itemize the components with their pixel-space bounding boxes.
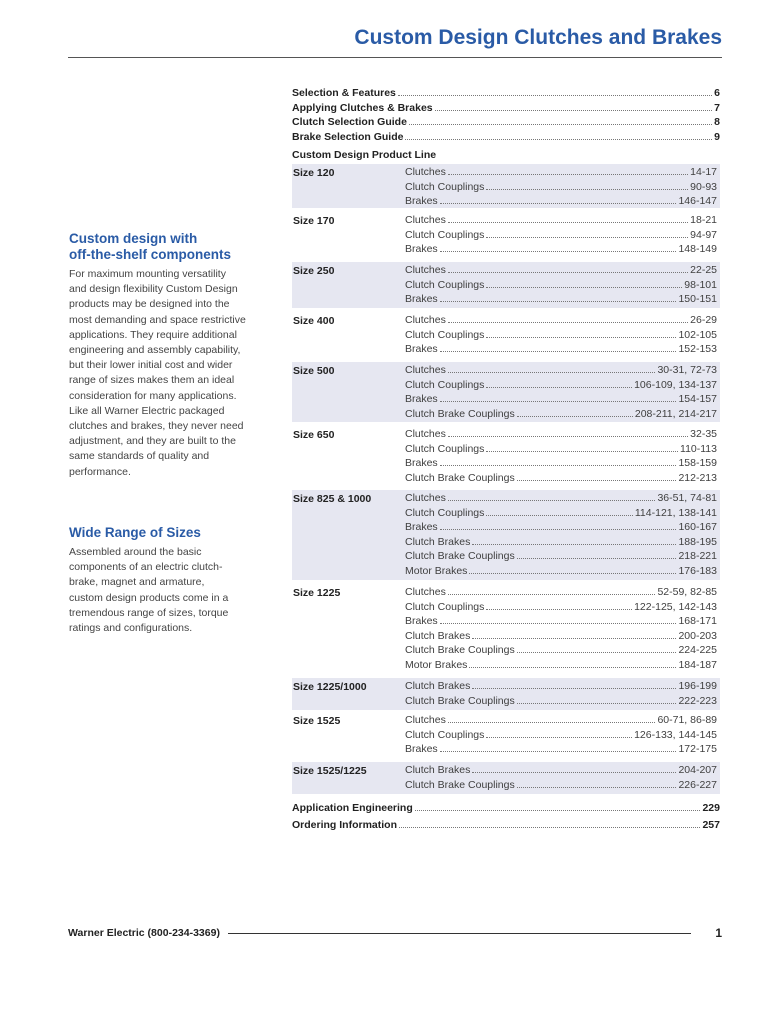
toc-item-label: Clutch Couplings xyxy=(405,228,485,241)
toc-item-label: Clutches xyxy=(405,214,446,226)
toc-entry[interactable] xyxy=(292,130,720,145)
body-line: ratings and configurations. xyxy=(69,622,193,635)
title-divider xyxy=(68,57,722,58)
toc-item[interactable] xyxy=(405,564,717,579)
toc-item[interactable] xyxy=(405,614,717,629)
dot-leader xyxy=(517,558,677,559)
dot-leader xyxy=(448,222,688,223)
toc-item-pages: 106-109, 134-137 xyxy=(634,378,717,391)
dot-leader xyxy=(448,594,656,595)
toc-item-label: Motor Brakes xyxy=(405,564,468,577)
toc-item[interactable] xyxy=(405,180,717,195)
size-label: Size 650 xyxy=(293,429,335,441)
toc-item[interactable] xyxy=(405,456,717,471)
toc-item[interactable] xyxy=(405,242,717,257)
size-group-items xyxy=(405,491,717,578)
size-label: Size 1525 xyxy=(293,715,341,727)
toc-item[interactable] xyxy=(405,694,717,709)
toc-item-pages: 226-227 xyxy=(678,778,717,791)
toc-item-pages: 146-147 xyxy=(678,195,717,207)
dot-leader xyxy=(440,251,677,252)
toc-item[interactable] xyxy=(405,165,717,180)
body-line: clutches and brakes, they never need xyxy=(69,420,244,433)
toc-item[interactable] xyxy=(405,392,717,407)
toc-item-label: Clutch Brake Couplings xyxy=(405,471,515,484)
toc-entry[interactable] xyxy=(292,115,720,130)
toc-item[interactable] xyxy=(405,363,717,378)
dot-leader xyxy=(469,667,676,668)
page-title: Custom Design Clutches and Brakes xyxy=(354,26,722,49)
toc-item-pages: 208-211, 214-217 xyxy=(634,407,717,420)
toc-item-pages: 152-153 xyxy=(678,343,717,355)
size-label: Size 120 xyxy=(293,167,335,179)
toc-item-label: Clutch Brakes xyxy=(405,680,471,692)
body-line: but their lower initial cost and wider xyxy=(69,359,233,372)
table-of-contents xyxy=(292,86,720,831)
dot-leader xyxy=(486,609,632,610)
toc-item[interactable] xyxy=(405,471,717,486)
dot-leader xyxy=(440,401,677,402)
size-group-items xyxy=(405,763,717,792)
body-line: range of sizes makes them an ideal xyxy=(69,374,235,387)
dot-leader xyxy=(440,465,677,466)
toc-item[interactable] xyxy=(405,213,717,228)
dot-leader xyxy=(486,387,632,388)
dot-leader xyxy=(440,529,677,530)
body-line: same standards of quality and xyxy=(69,450,210,463)
toc-item-label: Clutch Brake Couplings xyxy=(405,550,515,562)
dot-leader xyxy=(448,272,688,273)
toc-item[interactable] xyxy=(405,407,717,422)
size-label: Size 500 xyxy=(293,365,335,377)
toc-entry-label: Applying Clutches & Brakes xyxy=(292,101,433,114)
body-line: performance. xyxy=(69,465,131,478)
toc-item-label: Clutch Couplings xyxy=(405,378,485,391)
toc-entry-label: Selection & Features xyxy=(292,87,396,99)
toc-item-pages: 184-187 xyxy=(678,658,717,671)
toc-item-pages: 30-31, 72-73 xyxy=(657,364,717,376)
size-group xyxy=(292,584,720,674)
dot-leader xyxy=(486,515,632,516)
size-group xyxy=(292,262,720,308)
body-line: tremendous range of sizes, torque xyxy=(69,606,229,619)
toc-item-pages: 32-35 xyxy=(690,428,717,440)
body-line: consideration for many applications. xyxy=(69,389,237,402)
toc-item[interactable] xyxy=(405,194,717,209)
heading-line: off-the-shelf components xyxy=(69,247,231,262)
size-group-items xyxy=(405,713,717,757)
toc-item[interactable] xyxy=(405,679,717,694)
toc-item-label: Brakes xyxy=(405,243,438,255)
toc-item-label: Clutches xyxy=(405,314,446,326)
toc-item-pages: 168-171 xyxy=(678,615,717,627)
size-label: Size 1525/1225 xyxy=(293,765,367,777)
dot-leader xyxy=(448,722,656,723)
toc-item[interactable] xyxy=(405,506,717,521)
toc-item-label: Clutch Couplings xyxy=(405,442,485,455)
toc-item-label: Clutch Couplings xyxy=(405,600,485,613)
toc-item-pages: 114-121, 138-141 xyxy=(634,506,717,519)
body-line: products may be designed into the xyxy=(69,298,230,311)
toc-item-label: Brakes xyxy=(405,457,438,469)
toc-item-label: Clutches xyxy=(405,714,446,726)
toc-item-label: Brakes xyxy=(405,743,438,755)
toc-item[interactable] xyxy=(405,342,717,357)
toc-item[interactable] xyxy=(405,728,717,743)
toc-item-label: Clutch Brakes xyxy=(405,535,471,548)
toc-item-pages: 172-175 xyxy=(678,743,717,755)
toc-item-label: Clutches xyxy=(405,166,446,178)
toc-entry[interactable] xyxy=(292,818,720,833)
dot-leader xyxy=(448,436,688,437)
toc-item-pages: 188-195 xyxy=(678,535,717,548)
size-group xyxy=(292,164,720,208)
toc-entry[interactable] xyxy=(292,86,720,101)
toc-item-label: Clutch Brakes xyxy=(405,764,471,776)
toc-item-label: Clutches xyxy=(405,586,446,598)
toc-item-pages: 148-149 xyxy=(678,243,717,255)
toc-item-pages: 158-159 xyxy=(678,457,717,469)
heading-line: Custom design with xyxy=(69,231,198,246)
toc-item-pages: 224-225 xyxy=(678,644,717,656)
footer-rule xyxy=(228,933,691,934)
toc-item-pages: 154-157 xyxy=(678,393,717,405)
section-heading-custom-design xyxy=(69,231,231,263)
dot-leader xyxy=(472,688,676,689)
dot-leader xyxy=(448,372,656,373)
toc-entry-page: 9 xyxy=(714,130,720,143)
dot-leader xyxy=(472,772,676,773)
section-body-wide-range xyxy=(69,545,269,636)
page-footer xyxy=(68,924,722,942)
size-group-items xyxy=(405,585,717,672)
body-line: and design flexibility Custom Design xyxy=(69,283,238,296)
size-label: Size 400 xyxy=(293,315,335,327)
size-group-items xyxy=(405,263,717,307)
toc-item-pages: 60-71, 86-89 xyxy=(657,714,717,726)
dot-leader xyxy=(486,337,676,338)
toc-item[interactable] xyxy=(405,378,717,393)
dot-leader xyxy=(405,139,712,140)
toc-entry-page: 229 xyxy=(702,802,720,814)
dot-leader xyxy=(448,322,688,323)
toc-entry-label: Brake Selection Guide xyxy=(292,130,404,143)
toc-item-label: Motor Brakes xyxy=(405,658,468,671)
toc-item-pages: 212-213 xyxy=(678,471,717,484)
toc-item-pages: 196-199 xyxy=(678,680,717,692)
dot-leader xyxy=(472,544,676,545)
toc-item-label: Clutch Brake Couplings xyxy=(405,644,515,656)
toc-item-pages: 18-21 xyxy=(690,214,717,226)
size-label: Size 170 xyxy=(293,215,335,227)
toc-item[interactable] xyxy=(405,643,717,658)
dot-leader xyxy=(486,737,632,738)
dot-leader xyxy=(486,451,678,452)
toc-item-label: Clutch Couplings xyxy=(405,180,485,193)
toc-item[interactable] xyxy=(405,778,717,793)
dot-leader xyxy=(415,810,701,811)
size-group xyxy=(292,426,720,486)
toc-item[interactable] xyxy=(405,278,717,293)
dot-leader xyxy=(517,703,677,704)
dot-leader xyxy=(486,237,688,238)
toc-item-pages: 222-223 xyxy=(678,694,717,707)
toc-item-pages: 90-93 xyxy=(690,180,717,193)
dot-leader xyxy=(486,287,682,288)
toc-item[interactable] xyxy=(405,313,717,328)
toc-entry-page: 7 xyxy=(714,101,720,114)
toc-item-pages: 160-167 xyxy=(678,521,717,533)
page-number: 1 xyxy=(715,926,722,940)
toc-item-label: Clutch Brake Couplings xyxy=(405,694,515,707)
toc-item[interactable] xyxy=(405,713,717,728)
body-line: brake, magnet and armature, xyxy=(69,576,205,589)
toc-entry-label: Ordering Information xyxy=(292,818,397,831)
size-group-items xyxy=(405,213,717,257)
body-line: engineering and assembly capability, xyxy=(69,344,241,357)
toc-item[interactable] xyxy=(405,442,717,457)
dot-leader xyxy=(440,751,677,752)
toc-item-pages: 126-133, 144-145 xyxy=(634,728,717,741)
size-group xyxy=(292,712,720,758)
toc-item[interactable] xyxy=(405,263,717,278)
toc-item-label: Clutches xyxy=(405,364,446,376)
size-group-items xyxy=(405,165,717,209)
toc-item-label: Clutch Couplings xyxy=(405,506,485,519)
toc-item-label: Brakes xyxy=(405,521,438,533)
toc-item-pages: 102-105 xyxy=(678,328,717,341)
toc-item[interactable] xyxy=(405,427,717,442)
dot-leader xyxy=(399,827,700,828)
dot-leader xyxy=(486,189,688,190)
toc-item-label: Brakes xyxy=(405,343,438,355)
body-line: most demanding and space restrictive xyxy=(69,313,246,326)
toc-entry-page: 6 xyxy=(714,87,720,99)
toc-item-label: Brakes xyxy=(405,615,438,627)
body-line: adjustment, and they are built to the xyxy=(69,435,236,448)
dot-leader xyxy=(517,416,633,417)
toc-item[interactable] xyxy=(405,520,717,535)
dot-leader xyxy=(469,573,676,574)
size-label: Size 825 & 1000 xyxy=(293,493,372,505)
size-group xyxy=(292,362,720,422)
toc-item[interactable] xyxy=(405,629,717,644)
toc-item-pages: 200-203 xyxy=(678,629,717,642)
toc-entry-page: 257 xyxy=(702,818,720,831)
size-group xyxy=(292,212,720,258)
toc-item-pages: 98-101 xyxy=(684,278,717,291)
dot-leader xyxy=(517,480,677,481)
footer-company: Warner Electric (800-234-3369) xyxy=(68,927,220,939)
toc-item[interactable] xyxy=(405,549,717,564)
dot-leader xyxy=(440,351,677,352)
body-line: For maximum mounting versatility xyxy=(69,268,226,280)
size-label: Size 1225 xyxy=(293,587,341,599)
size-group-items xyxy=(405,363,717,421)
toc-entry-label: Clutch Selection Guide xyxy=(292,116,407,129)
toc-item-pages: 14-17 xyxy=(690,166,717,178)
toc-item-pages: 110-113 xyxy=(680,442,717,455)
toc-item-pages: 52-59, 82-85 xyxy=(657,586,717,598)
toc-item-label: Clutch Brake Couplings xyxy=(405,778,515,791)
body-line: applications. They require additional xyxy=(69,328,237,341)
toc-item-pages: 122-125, 142-143 xyxy=(634,600,717,613)
toc-item[interactable] xyxy=(405,328,717,343)
dot-leader xyxy=(435,110,713,111)
dot-leader xyxy=(440,203,677,204)
product-line-heading: Custom Design Product Line xyxy=(292,149,437,162)
toc-item-label: Clutch Brake Couplings xyxy=(405,407,515,420)
dot-leader xyxy=(448,174,688,175)
toc-item-label: Brakes xyxy=(405,393,438,405)
toc-item[interactable] xyxy=(405,600,717,615)
toc-item-label: Brakes xyxy=(405,293,438,305)
toc-item[interactable] xyxy=(405,742,717,757)
toc-bottom-entries xyxy=(292,801,720,832)
toc-item-pages: 176-183 xyxy=(678,564,717,577)
size-label: Size 250 xyxy=(293,265,335,277)
dot-leader xyxy=(440,301,677,302)
size-group xyxy=(292,762,720,794)
toc-item[interactable] xyxy=(405,763,717,778)
size-group-items xyxy=(405,313,717,357)
toc-item-label: Clutches xyxy=(405,428,446,440)
body-line: Assembled around the basic xyxy=(69,546,202,558)
toc-item-pages: 94-97 xyxy=(690,228,717,241)
body-line: components of an electric clutch- xyxy=(69,561,223,574)
dot-leader xyxy=(448,500,656,501)
toc-entry[interactable] xyxy=(292,801,720,816)
toc-item-label: Clutch Couplings xyxy=(405,728,485,741)
dot-leader xyxy=(398,95,712,96)
toc-item-label: Brakes xyxy=(405,195,438,207)
toc-item[interactable] xyxy=(405,535,717,550)
toc-item-pages: 218-221 xyxy=(678,550,717,562)
dot-leader xyxy=(409,124,712,125)
toc-item[interactable] xyxy=(405,292,717,307)
size-group xyxy=(292,312,720,358)
size-group xyxy=(292,678,720,710)
toc-item-pages: 22-25 xyxy=(690,264,717,276)
dot-leader xyxy=(472,638,676,639)
dot-leader xyxy=(517,652,677,653)
toc-item[interactable] xyxy=(405,585,717,600)
toc-entry[interactable] xyxy=(292,101,720,116)
body-line: custom design products come in a xyxy=(69,591,229,604)
size-group xyxy=(292,490,720,580)
toc-entry-label: Application Engineering xyxy=(292,802,413,814)
toc-item-pages: 150-151 xyxy=(678,293,717,305)
toc-item-pages: 204-207 xyxy=(678,764,717,776)
dot-leader xyxy=(517,787,677,788)
toc-item-label: Clutch Couplings xyxy=(405,328,485,341)
toc-item-label: Clutch Couplings xyxy=(405,278,485,291)
section-body-custom-design xyxy=(69,267,269,480)
size-group-items xyxy=(405,679,717,708)
size-group-items xyxy=(405,427,717,485)
toc-item[interactable] xyxy=(405,658,717,673)
toc-item-label: Clutches xyxy=(405,492,446,504)
toc-item[interactable] xyxy=(405,228,717,243)
toc-item-pages: 26-29 xyxy=(690,314,717,326)
body-line: Like all Warner Electric packaged xyxy=(69,404,225,417)
dot-leader xyxy=(440,623,677,624)
toc-item-label: Clutches xyxy=(405,264,446,276)
toc-item-label: Clutch Brakes xyxy=(405,629,471,642)
size-label: Size 1225/1000 xyxy=(293,681,367,693)
toc-item-pages: 36-51, 74-81 xyxy=(657,492,717,504)
toc-item[interactable] xyxy=(405,491,717,506)
toc-entry-page: 8 xyxy=(714,116,720,129)
section-heading-wide-range: Wide Range of Sizes xyxy=(69,525,201,540)
